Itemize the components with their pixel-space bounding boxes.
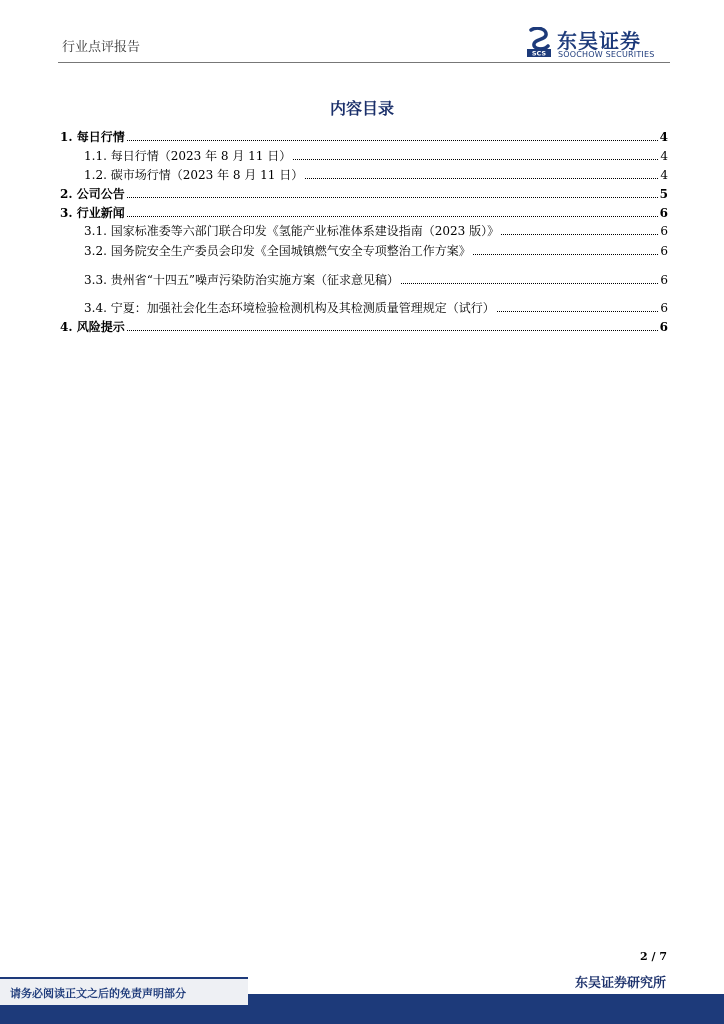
toc-entry-label: 3.1. 国家标准委等六部门联合印发《氢能产业标准体系建设指南（2023 版）》 [84,224,500,238]
report-type-label: 行业点评报告 [62,40,141,55]
toc-entry-3[interactable] [60,202,668,220]
toc-entry-page: 4 [659,130,668,144]
toc-entry-3-3[interactable] [60,269,668,287]
toc-entry-page: 4 [660,168,668,182]
toc-entry-4[interactable] [60,316,668,334]
toc-entry-label: 3.4. 宁夏：加强社会化生态环境检验检测机构及其检测质量管理规定（试行） [84,301,495,315]
toc-entry-label: 1. 每日行情 [60,130,125,144]
toc-entry-label: 3.2. 国务院安全生产委员会印发《全国城镇燃气安全专项整治工作方案》 [84,244,471,258]
toc-entry-label: 1.1. 每日行情（2023 年 8 月 11 日） [84,149,292,163]
toc-entry-2[interactable] [60,183,668,201]
toc-entry-1[interactable] [60,126,668,144]
toc-entry-3-1[interactable] [60,220,668,238]
svg-text:SCS: SCS [531,49,547,57]
toc-entry-page: 4 [660,149,668,163]
research-institute-name: 东吴证券研究所 [574,976,666,991]
logo-chinese-name: 东吴证券 [557,29,641,53]
toc-leader-dots [127,140,658,141]
disclaimer-text: 请务必阅读正文之后的免责声明部分 [10,987,186,1000]
toc-entry-1-1[interactable] [60,145,668,163]
toc-entry-page: 6 [660,273,668,287]
toc-entry-label: 3. 行业新闻 [60,206,125,220]
toc-title: 内容目录 [329,99,394,118]
toc-leader-dots [305,178,658,179]
toc-entry-page: 6 [659,206,668,220]
logo-mark-icon [527,27,551,57]
toc-entry-label: 1.2. 碳市场行情（2023 年 8 月 11 日） [84,168,304,182]
toc-entry-page: 6 [659,320,668,334]
toc-entry-page: 6 [660,301,668,315]
toc-entry-3-4[interactable] [60,297,668,315]
toc-entry-3-2[interactable] [60,240,668,258]
header-divider [58,62,670,63]
toc-leader-dots [497,311,659,312]
toc-leader-dots [501,234,658,235]
page-number: 2 / 7 [640,950,667,963]
disclaimer-tab [0,977,248,1005]
toc-entry-label: 4. 风险提示 [60,320,125,334]
toc-entry-page: 6 [660,244,668,258]
toc-leader-dots [127,216,658,217]
toc-leader-dots [127,330,658,331]
toc-entry-page: 6 [660,224,668,238]
toc-entry-label: 3.3. 贵州省“十四五”噪声污染防治实施方案（征求意见稿） [84,273,399,287]
toc-leader-dots [473,254,659,255]
logo-english-name: SOOCHOW SECURITIES [558,50,655,59]
toc-leader-dots [401,283,658,284]
toc-leader-dots [127,197,658,198]
toc-leader-dots [293,159,658,160]
company-logo [527,25,677,61]
toc-entry-1-2[interactable] [60,164,668,182]
toc-entry-page: 5 [659,187,668,201]
toc-entry-label: 2. 公司公告 [60,187,125,201]
